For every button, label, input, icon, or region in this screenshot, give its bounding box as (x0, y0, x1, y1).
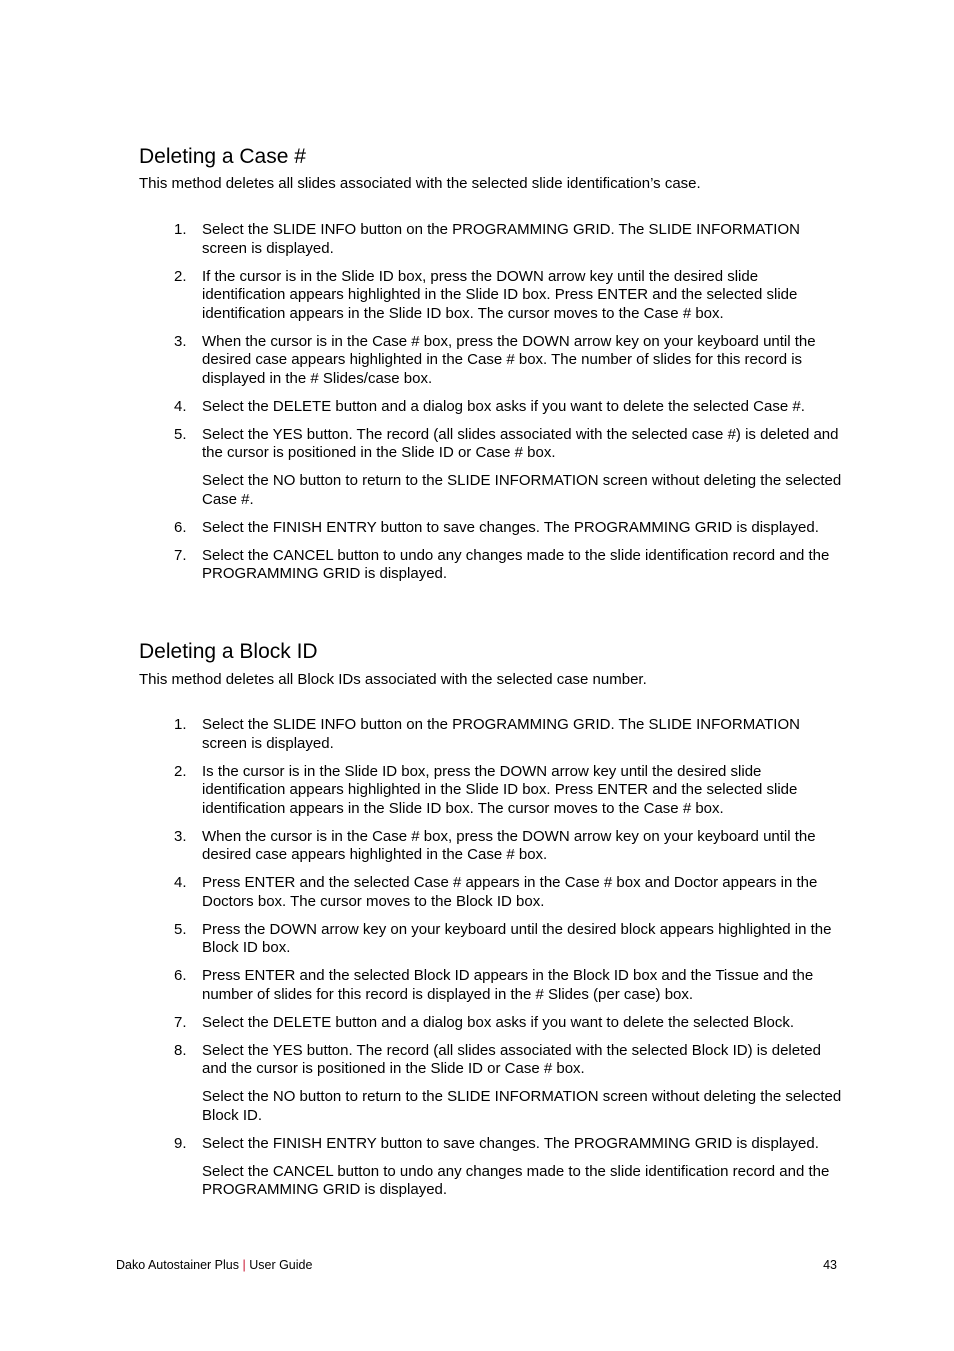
step-item (171, 967, 843, 1004)
page-number: 43 (823, 1258, 837, 1272)
step-number: 9. (174, 1134, 187, 1152)
step-subtext: Select the NO button to return to the SLIDE INFORMATION screen without deleting the selected Block ID. (202, 1088, 842, 1124)
step-text: Is the cursor is in the Slide ID box, press the DOWN arrow key until the desired slide identification appears highlighted in the Slide ID box. Press ENTER and the selected slide identification appears in the Slide ID box. The cursor moves to the Case # box. (202, 762, 798, 817)
section-heading-deleting-block: Deleting a Block ID (139, 640, 318, 663)
step-item (171, 268, 843, 324)
step-item (171, 398, 843, 417)
step-text: Select the YES button. The record (all slides associated with the selected Block ID) is deleted and the cursor is positioned in the Slide ID or Case # box. (202, 1041, 821, 1077)
step-number: 7. (174, 1013, 187, 1031)
step-item (171, 547, 843, 584)
footer-title (116, 1257, 312, 1273)
step-number: 5. (174, 920, 187, 938)
step-number: 8. (174, 1041, 187, 1059)
footer-guide: User Guide (249, 1258, 313, 1272)
step-text: When the cursor is in the Case # box, press the DOWN arrow key on your keyboard until the desired case appears highlighted in the Case # box. (202, 827, 816, 863)
step-item (171, 921, 843, 958)
footer-separator: | (242, 1258, 246, 1272)
steps-list-deleting-block (171, 716, 843, 1209)
step-number: 2. (174, 762, 187, 780)
step-item (171, 426, 843, 510)
step-text: Press ENTER and the selected Block ID appears in the Block ID box and the Tissue and the number of slides for this record is displayed in the # Slides (per case) box. (202, 967, 814, 1003)
step-item (171, 828, 843, 865)
step-text: Select the DELETE button and a dialog box asks if you want to delete the selected Case #. (202, 397, 805, 415)
step-number: 3. (174, 332, 187, 350)
step-item (171, 874, 843, 911)
step-text: Press ENTER and the selected Case # appears in the Case # box and Doctor appears in the Doctors box. The cursor moves to the Block ID box. (202, 874, 818, 910)
steps-list-deleting-case (171, 221, 843, 593)
step-item (171, 221, 843, 258)
step-number: 7. (174, 546, 187, 564)
step-item (171, 519, 843, 538)
step-number: 6. (174, 518, 187, 536)
step-text: Select the FINISH ENTRY button to save changes. The PROGRAMMING GRID is displayed. (202, 1134, 819, 1152)
section-heading-deleting-case: Deleting a Case # (139, 145, 306, 168)
step-number: 6. (174, 967, 187, 984)
step-number: 4. (174, 397, 187, 415)
step-subtext: Select the CANCEL button to undo any changes made to the slide identification record and the PROGRAMMING GRID is displayed. (202, 1162, 830, 1198)
step-text: Select the DELETE button and a dialog box asks if you want to delete the selected Block. (202, 1013, 795, 1031)
step-text: Select the YES button. The record (all slides associated with the selected case #) is deleted and the cursor is positioned in the Slide ID or Case # box. (202, 425, 839, 461)
step-number: 3. (174, 827, 187, 845)
step-number: 1. (174, 221, 187, 238)
step-number: 2. (174, 267, 187, 285)
step-text: Select the FINISH ENTRY button to save changes. The PROGRAMMING GRID is displayed. (202, 518, 819, 536)
step-item (171, 333, 843, 389)
step-item (171, 1014, 843, 1033)
step-text: Press the DOWN arrow key on your keyboard until the desired block appears highlighted in the Block ID box. (202, 920, 832, 956)
step-text: If the cursor is in the Slide ID box, press the DOWN arrow key until the desired slide identification appears highlighted in the Slide ID box. Press ENTER and the selected slide identification appears in the Slide ID box. The cursor moves to the Case # box. (202, 267, 798, 322)
step-number: 5. (174, 425, 187, 443)
footer-product: Dako Autostainer Plus (116, 1258, 239, 1272)
step-item (171, 1135, 843, 1200)
step-item (171, 1042, 843, 1126)
step-subtext: Select the NO button to return to the SLIDE INFORMATION screen without deleting the selected Case #. (202, 472, 842, 508)
section-intro-deleting-case: This method deletes all slides associated with the selected slide identification’s case. (139, 175, 701, 192)
step-number: 1. (174, 716, 187, 733)
step-number: 4. (174, 874, 187, 891)
section-intro-deleting-block: This method deletes all Block IDs associated with the selected case number. (139, 671, 647, 688)
step-item (171, 716, 843, 753)
step-text: Select the SLIDE INFO button on the PROGRAMMING GRID. The SLIDE INFORMATION screen is displayed. (202, 716, 800, 752)
step-item (171, 763, 843, 819)
step-text: Select the CANCEL button to undo any changes made to the slide identification record and the PROGRAMMING GRID is displayed. (202, 546, 830, 582)
step-text: When the cursor is in the Case # box, press the DOWN arrow key on your keyboard until the desired case appears highlighted in the Case # box. The number of slides for this record is displayed in the # Slides/case box. (202, 332, 816, 387)
step-text: Select the SLIDE INFO button on the PROGRAMMING GRID. The SLIDE INFORMATION screen is displayed. (202, 221, 800, 257)
